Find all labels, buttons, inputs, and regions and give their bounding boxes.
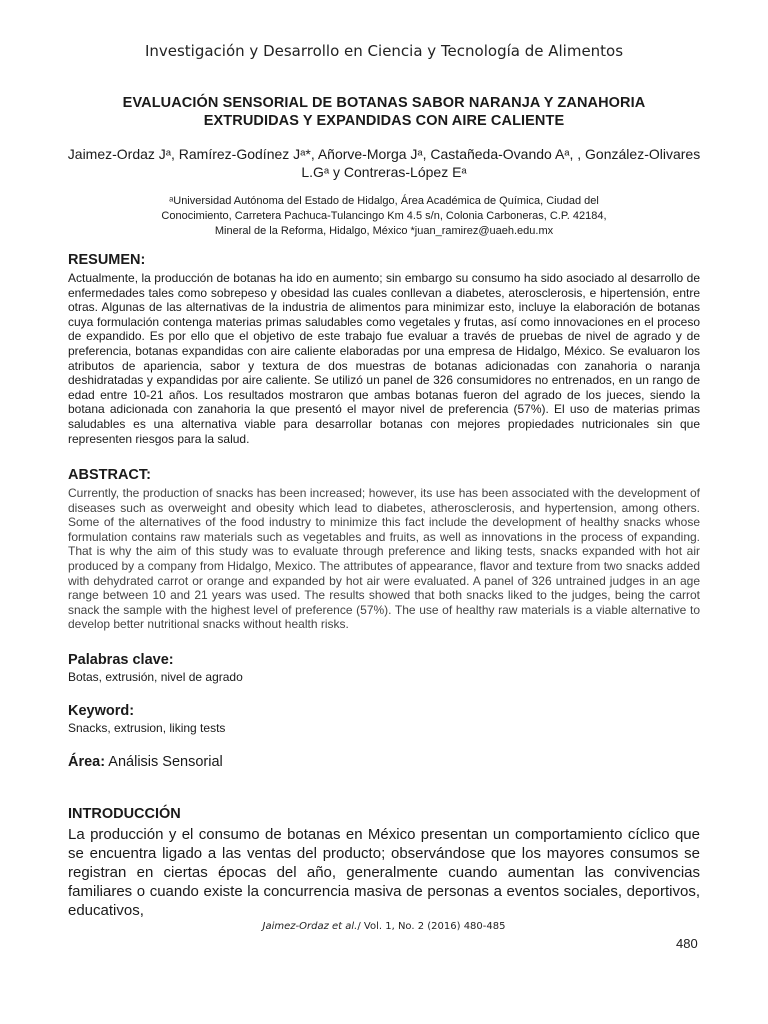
footer-authors: Jaimez-Ordaz et al. — [262, 921, 358, 932]
affiliation-line-1: ᵃUniversidad Autónoma del Estado de Hidalgo, Área Académica de Química, Ciudad del — [169, 195, 599, 207]
area-line — [68, 754, 223, 770]
intro-text: La producción y el consumo de botanas en México presentan un comportamiento cíclico que se encuentra ligado a las ventas del producto; observándose que los mayores consumos se registran en ciertas épocas del año, generalmente cuando aumentan las convivencias familiares o cuando existe la concurrencia masiva de personas a eventos sociales, deportivos, educativos, — [68, 826, 700, 919]
keyword-heading: Keyword: — [68, 703, 135, 719]
footer-volume: / Vol. 1, No. 2 (2016) 480-485 — [357, 921, 506, 932]
footer-citation — [0, 921, 768, 932]
abstract-heading: ABSTRACT: — [68, 467, 151, 483]
keyword-text: Snacks, extrusion, liking tests — [68, 721, 226, 735]
title-line-2: EXTRUDIDAS Y EXPANDIDAS CON AIRE CALIENTE — [203, 113, 565, 129]
palabras-clave-text: Botas, extrusión, nivel de agrado — [68, 670, 243, 684]
palabras-clave-heading: Palabras clave: — [68, 652, 174, 668]
affiliation-line-3: Mineral de la Reforma, Hidalgo, México *juan_ramirez@uaeh.edu.mx — [214, 225, 554, 237]
authors-line-2: L.Gᵃ y Contreras-López Eᵃ — [301, 164, 467, 180]
paper-title — [60, 94, 708, 130]
resumen-text: Actualmente, la producción de botanas ha ido en aumento; sin embargo su consumo ha sido asociado al desarrollo de enfermedades tales como sobrepeso y obesidad las cuales conllevan a diabetes, aterosclerosis, e hipertensión, entre otras. Algunas de las alternativas de la industria de alimentos para minimizar esto, incluye la elaboración de botanas cuya formulación contenga materias primas saludables como vegetales y frutas, así como innovaciones en el proceso de expandido. Es por ello que el objetivo de este trabajo fue evaluar a través de pruebas de nivel de agrado y de preferencia, botanas expandidas con aire caliente elaboradas por una empresa de Hidalgo, México. Se evaluaron los atributos de apariencia, sabor y textura de dos muestras de botanas adicionadas con zanahoria o naranja deshidratadas y expandidas por aire caliente. Se utilizó un panel de 326 consumidores no entrenados, en un rango de edad entre 10-21 años. Los resultados mostraron que ambas botanas fueron del agrado de los jueces, siendo la botana adicionada con zanahoria la que presentó el mayor nivel de preferencia (57%). El uso de materias primas saludables es una alternativa viable para desarrollar botanas con mejores propiedades nutricionales sin que representen riesgos para la salud. — [68, 271, 700, 446]
affiliation-line-2: Conocimiento, Carretera Pachuca-Tulancingo Km 4.5 s/n, Colonia Carboneras, C.P. 42184, — [161, 210, 607, 222]
abstract-text: Currently, the production of snacks has been increased; however, its use has been associated with the development of diseases such as overweight and obesity which lead to diabetes, atherosclerosis, and hypertension, among others. Some of the alternatives of the food industry to minimize this fact include the development of healthy snacks whose formulation contains raw materials such as vegetables and fruits, as well as innovations in the process of expanding. That is why the aim of this study was to evaluate through preference and liking tests, snacks expanded with hot air produced by a company from Hidalgo, Mexico. The attributes of appearance, flavor and texture from two snacks added with dehydrated carrot or orange and expanded by hot air were evaluated. A panel of 326 untrained judges in an age range between 10 and 21 years was used. The results showed that both snacks liked to the judges, being the carrot snack the sample with the highest level of preference (57%). The use of healthy raw materials is a viable alternative to develop better nutritional snacks without health risks. — [68, 486, 700, 632]
area-label: Área: — [68, 754, 106, 770]
title-line-1: EVALUACIÓN SENSORIAL DE BOTANAS SABOR NARANJA Y ZANAHORIA — [122, 95, 646, 111]
area-value: Análisis Sensorial — [105, 754, 223, 770]
affiliation — [100, 194, 668, 239]
page-number: 480 — [676, 936, 698, 951]
authors-line-1: Jaimez-Ordaz Jᵃ, Ramírez-Godínez Jᵃ*, Añorve-Morga Jᵃ, Castañeda-Ovando Aᵃ, , González-Olivares — [67, 146, 701, 162]
author-list — [60, 145, 708, 181]
resumen-heading: RESUMEN: — [68, 252, 146, 268]
journal-header: Investigación y Desarrollo en Ciencia y Tecnología de Alimentos — [144, 42, 624, 60]
intro-heading: INTRODUCCIÓN — [68, 806, 181, 822]
